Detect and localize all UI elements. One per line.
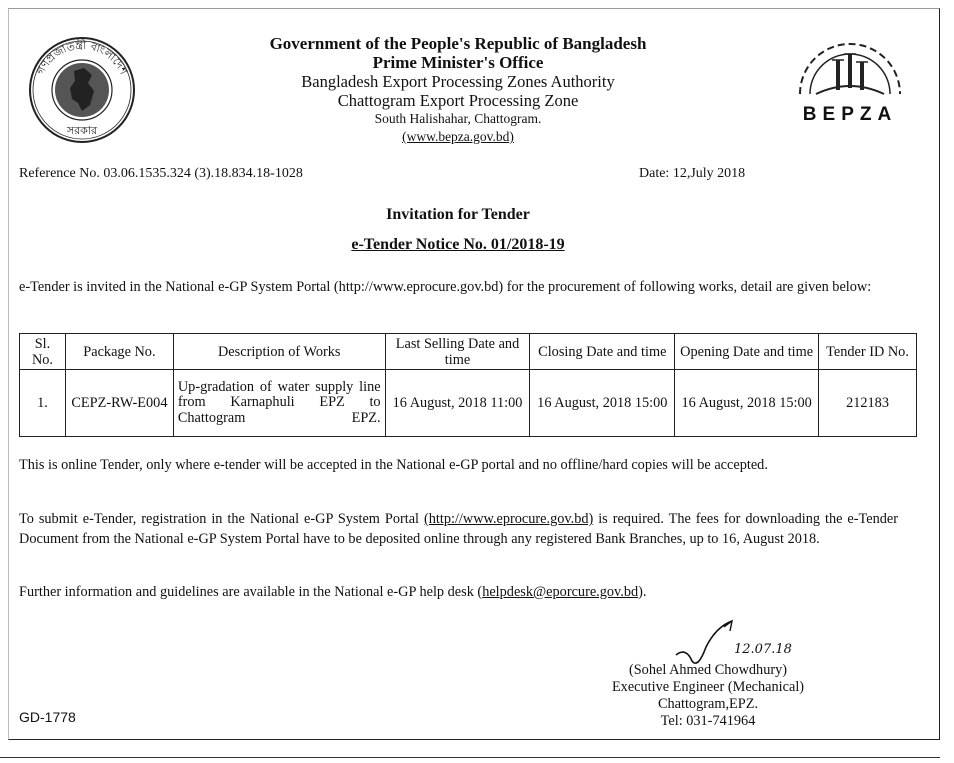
registration-text-end: is required. The fees for downloading the e-Tender Document from the National e-GP System Portal have to be deposited online through any registered Bank Branches, up to 16, August 2018. bbox=[19, 511, 898, 547]
header-opening: Opening Date and time bbox=[675, 334, 819, 370]
online-tender-paragraph: This is online Tender, only where e-tender will be accepted in the National e-GP portal and no offline/hard copies will be accepted. bbox=[19, 457, 768, 473]
helpdesk-text-start: Further information and guidelines are available in the National e-GP help desk ( bbox=[19, 584, 483, 600]
letterhead bbox=[200, 34, 716, 146]
table-header-row bbox=[20, 334, 917, 370]
helpdesk-email-link[interactable]: helpdesk@eporcure.gov.bd bbox=[482, 584, 639, 600]
helpdesk-paragraph bbox=[19, 582, 898, 602]
header-package-no: Package No. bbox=[65, 334, 173, 370]
signatory-designation: Executive Engineer (Mechanical) bbox=[611, 679, 805, 695]
header-sl-no: Sl. No. bbox=[20, 334, 66, 370]
helpdesk-text-end: ). bbox=[638, 584, 647, 600]
cell-opening: 16 August, 2018 15:00 bbox=[675, 370, 819, 437]
signatory-tel: Tel: 031-741964 bbox=[660, 713, 756, 729]
tender-table bbox=[19, 333, 917, 437]
notice-number: e-Tender Notice No. 01/2018-19 bbox=[351, 236, 565, 253]
cell-last-selling: 16 August, 2018 11:00 bbox=[385, 370, 530, 437]
header-description: Description of Works bbox=[173, 334, 385, 370]
address: South Halishahar, Chattogram. bbox=[374, 111, 542, 126]
signatory-office: Chattogram,EPZ. bbox=[657, 696, 759, 712]
cell-package-no: CEPZ-RW-E004 bbox=[65, 370, 173, 437]
notice-date: Date: 12,July 2018 bbox=[639, 166, 746, 181]
registration-paragraph bbox=[19, 509, 898, 549]
office-title: Prime Minister's Office bbox=[372, 53, 544, 72]
seal-text-bottom: সরকার bbox=[66, 124, 98, 137]
cell-closing: 16 August, 2018 15:00 bbox=[530, 370, 675, 437]
zone-name: Chattogram Export Processing Zone bbox=[337, 91, 579, 110]
invitation-title: Invitation for Tender bbox=[386, 206, 530, 223]
cell-description: Up-gradation of water supply line from Karnaphuli EPZ to Chattogram EPZ. bbox=[173, 370, 385, 437]
seal-text-top: গণপ্রজাতন্ত্রী বাংলাদেশ bbox=[33, 38, 131, 77]
header-last-selling: Last Selling Date and time bbox=[385, 334, 530, 370]
header-tender-id: Tender ID No. bbox=[819, 334, 917, 370]
authority-name: Bangladesh Export Processing Zones Authority bbox=[301, 72, 615, 91]
reference-number: Reference No. 03.06.1535.324 (3).18.834.18-1028 bbox=[19, 166, 303, 181]
government-seal-icon bbox=[22, 33, 142, 143]
registration-text-start: To submit e-Tender, registration in the National e-GP System Portal bbox=[19, 511, 424, 527]
bottom-rule bbox=[0, 757, 940, 758]
header-closing: Closing Date and time bbox=[530, 334, 675, 370]
intro-paragraph: e-Tender is invited in the National e-GP System Portal (http://www.eprocure.gov.bd) for the procurement of following works, detail are given below: bbox=[19, 279, 872, 295]
bepza-logo-text: BEPZA bbox=[802, 104, 898, 125]
signatory-name: (Sohel Ahmed Chowdhury) bbox=[628, 662, 788, 678]
bepza-logo-icon bbox=[786, 32, 914, 128]
signatory-block bbox=[580, 662, 836, 730]
website-link[interactable]: (www.bepza.gov.bd) bbox=[402, 129, 514, 144]
govt-title: Government of the People's Republic of Bangladesh bbox=[269, 34, 647, 53]
table-row bbox=[20, 370, 917, 437]
handwritten-date: 12.07.18 bbox=[734, 642, 792, 657]
cell-tender-id: 212183 bbox=[819, 370, 917, 437]
cell-sl-no: 1. bbox=[20, 370, 66, 437]
eprocure-link[interactable]: (http://www.eprocure.gov.bd) bbox=[423, 511, 594, 527]
footer-code: GD-1778 bbox=[19, 709, 76, 725]
